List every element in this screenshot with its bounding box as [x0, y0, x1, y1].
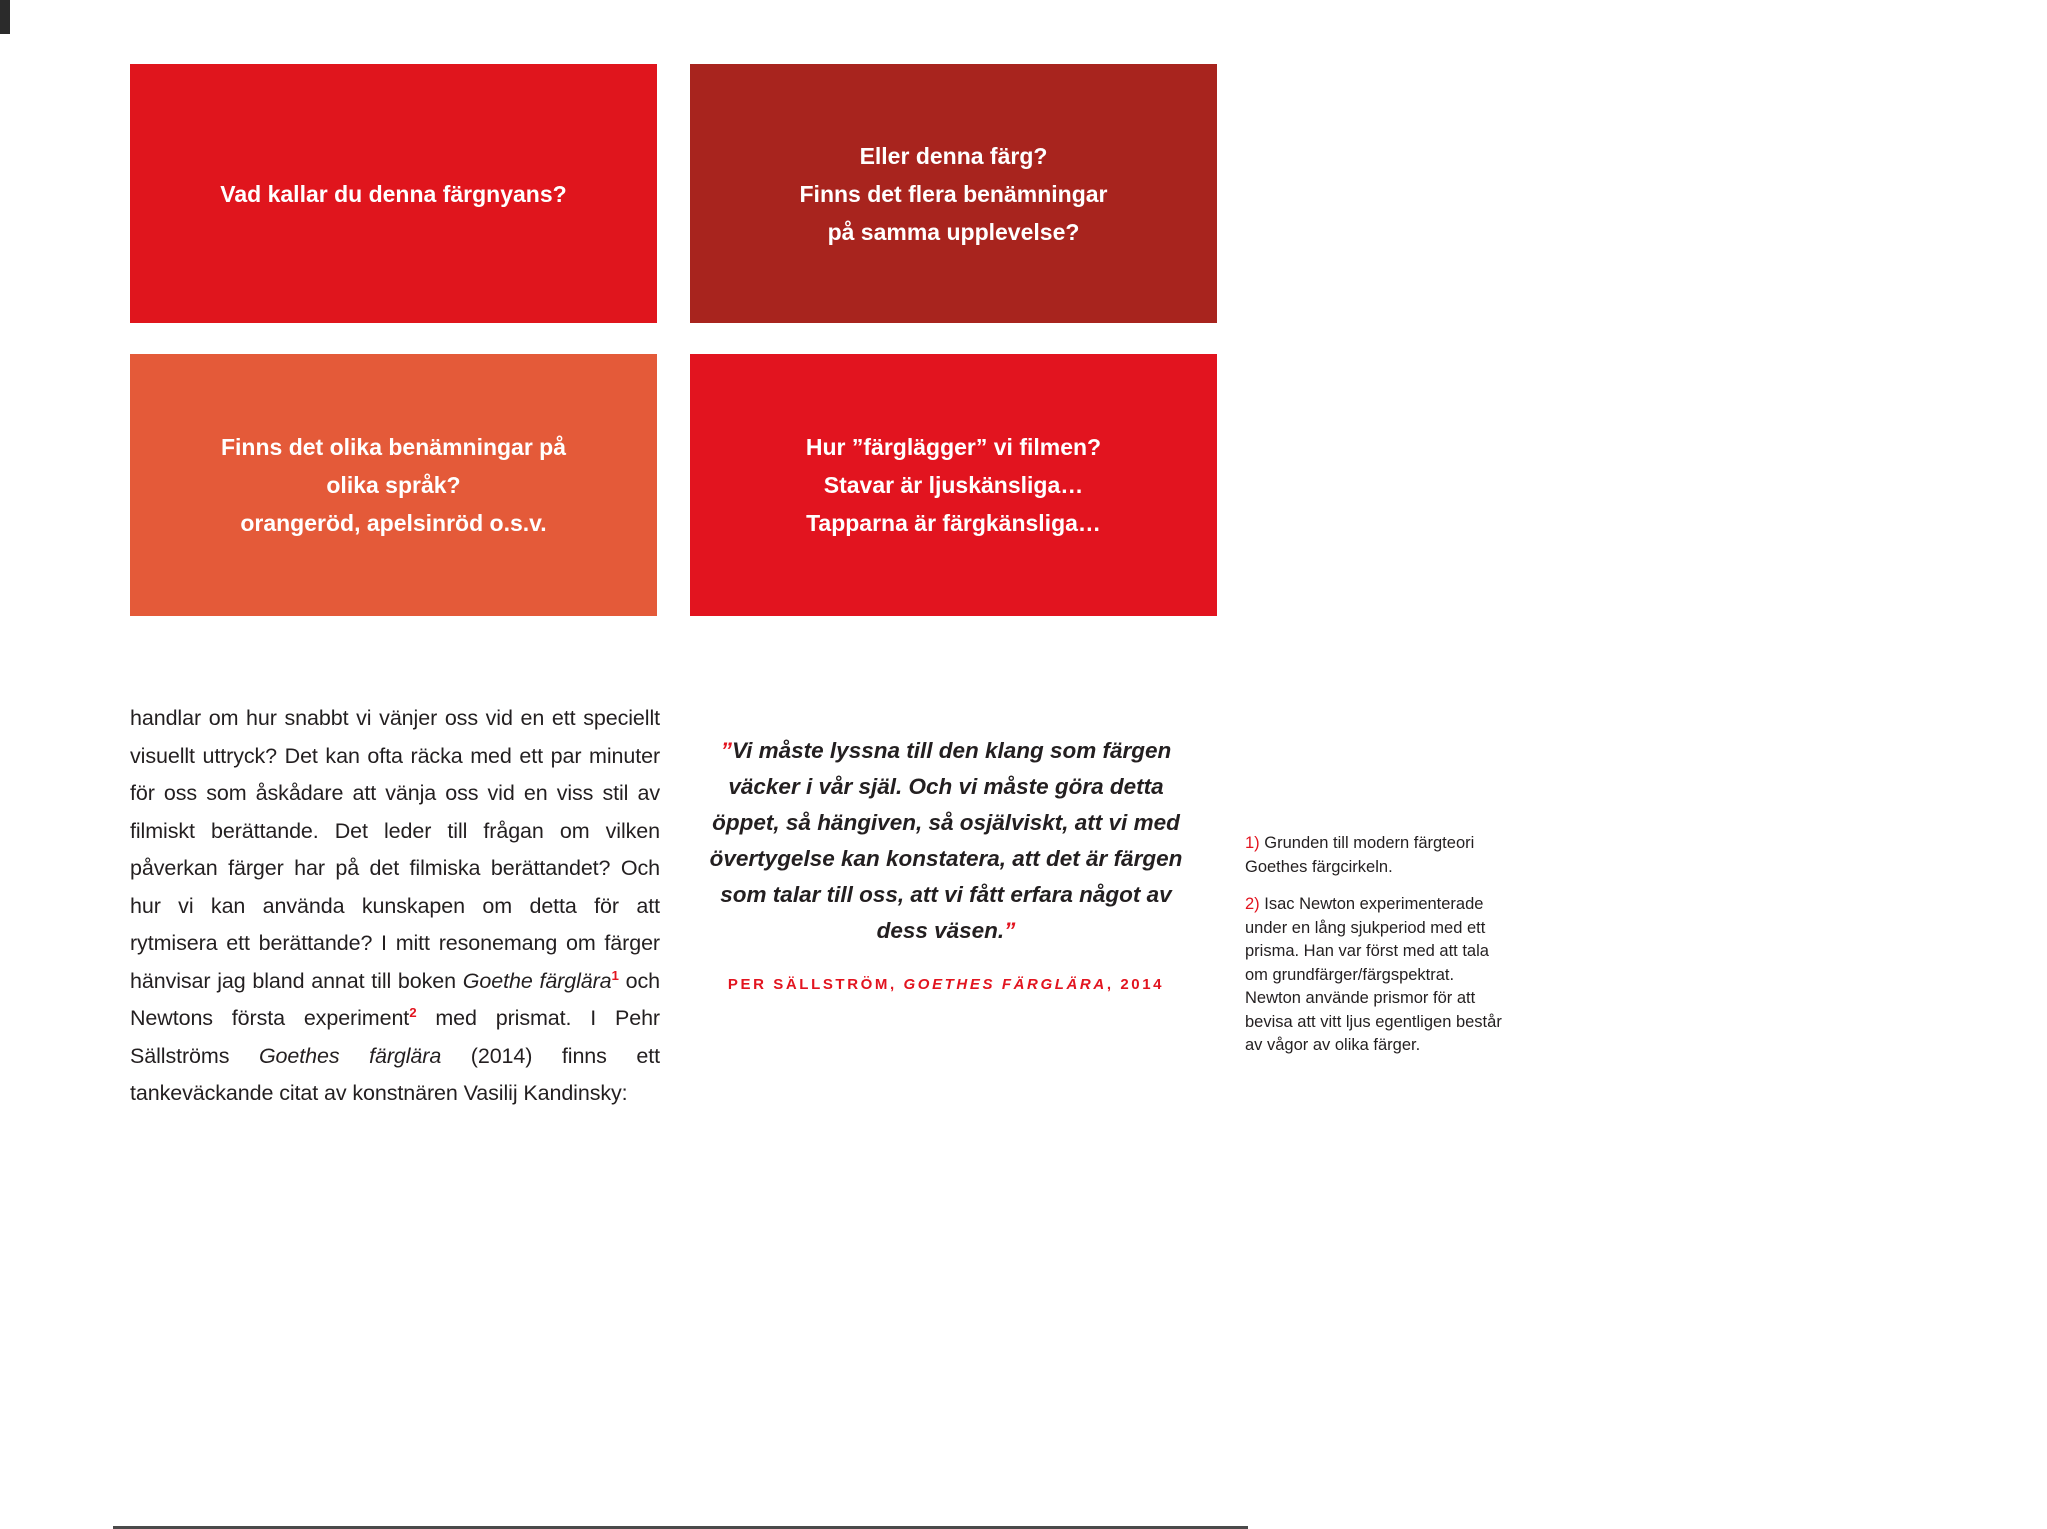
footnote-1	[1245, 832, 1503, 879]
color-box-red	[130, 64, 657, 323]
pull-quote: ”Vi måste lyssna till den klang som färgen väcker i vår själ. Och vi måste göra detta öppet, så hängiven, så osjälviskt, att vi med övertygelse kan konstatera, att det är färgen som talar till oss, att vi fått erfara något av dess väsen.”	[709, 738, 1183, 943]
pull-quote-block	[700, 733, 1192, 995]
box-caption-line: olika språk?	[326, 472, 461, 498]
color-box-dark-red	[690, 64, 1217, 323]
box-caption-line: Eller denna färg?	[859, 142, 1048, 169]
box-caption-line: orangeröd, apelsinröd o.s.v.	[240, 510, 547, 536]
footnote-text: Grunden till modern färgteori Goethes färgcirkeln.	[1245, 834, 1475, 876]
quote-attribution: PER SÄLLSTRÖM, GOETHES FÄRGLÄRA, 2014	[727, 976, 1165, 993]
color-box-orange-red	[130, 354, 657, 616]
footnotes	[1245, 832, 1503, 1072]
box-caption-line: på samma upplevelse?	[827, 218, 1080, 245]
body-paragraph: handlar om hur snabbt vi vänjer oss vid en ett speciellt visuellt uttryck? Det kan ofta räcka med ett par minuter för oss som åskådare att vänja oss vid en viss stil av filmiskt berättande. Det leder till frågan om vilken påverkan färger har på det filmiska berättandet? Och hur vi kan använda kunskapen om detta för att rytmisera ett berättande? I mitt resonemang om färger hänvisar jag bland annat till boken Goethe färglära$^1$ och Newtons första experiment$^2$ med prismat. I Pehr Sällströms Goethes färglära (2014) finns ett tankeväckande citat av konstnären Vasilij Kandinsky:	[130, 706, 660, 1105]
footnote-marker: 1)	[1245, 834, 1260, 852]
color-box-red-2	[690, 354, 1217, 616]
box-caption-line: Finns det olika benämningar på	[220, 434, 567, 460]
box-caption-line: Hur ”färglägger” vi filmen?	[805, 434, 1102, 460]
footnote-2	[1245, 893, 1503, 1058]
box-caption-line: Finns det flera benämningar	[799, 180, 1108, 207]
page-edge-mark	[0, 0, 10, 34]
box-caption-line: Tapparna är färgkänsliga…	[806, 510, 1101, 536]
footnote-marker: 2)	[1245, 895, 1260, 913]
box-caption-line: Stavar är ljuskänsliga…	[823, 472, 1084, 498]
box-caption-line: Vad kallar du denna färgnyans?	[220, 180, 567, 207]
footnote-text: Isac Newton experimenterade under en lång sjukperiod med ett prisma. Han var först med att tala om grundfärger/färgspektrat. Newton använde prismor för att bevisa att vitt ljus egentligen består av vågor av olika färger.	[1245, 895, 1502, 1054]
